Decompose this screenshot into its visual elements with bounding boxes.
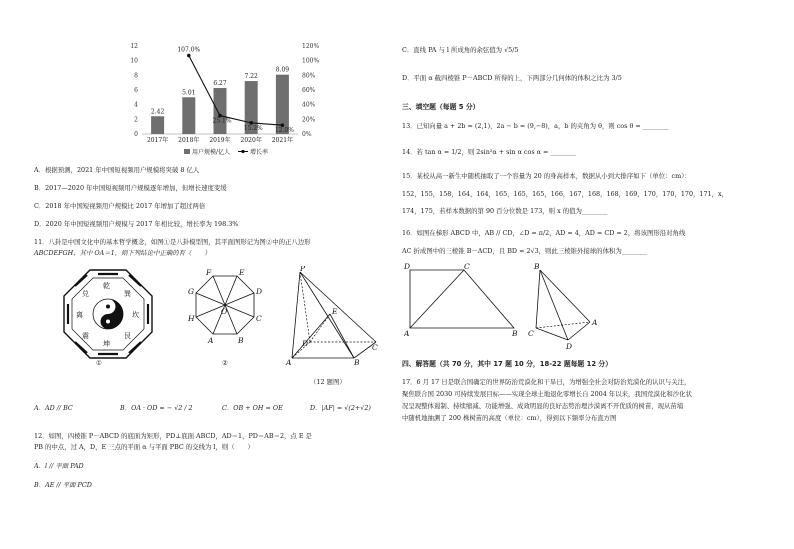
x-tick-label: 2021年 bbox=[271, 137, 294, 144]
bar bbox=[182, 97, 195, 134]
q11-stem-line1: 11．八卦是中国文化中的基本哲学概念，如图①是八卦模型图，其平面图形记为图②中的正八边形 bbox=[34, 238, 311, 246]
trap-label-c: C bbox=[464, 262, 470, 271]
q13-text: 13．已知向量 a + 2b = (2,1)，2a − b = (9,−8)，a，b 的夹角为 θ，则 cos θ = ________ bbox=[402, 122, 669, 130]
tet-label-b: B bbox=[534, 262, 540, 271]
oct-label-f: F bbox=[206, 268, 212, 277]
user-scale-chart bbox=[120, 38, 340, 168]
oct-label-e: E bbox=[239, 268, 245, 277]
pyr-label-c: C bbox=[372, 343, 378, 352]
bar-value-label: 8.09 bbox=[275, 66, 290, 74]
q10-option-b: B．2017—2020 年中国短视频用户规模逐年增加，但增长速度变缓 bbox=[34, 184, 227, 192]
y-right-tick: 80% bbox=[302, 72, 316, 80]
q14-text: 14．若 tan α = 1/2，则 2sin²α + sin α cos α = ________ bbox=[402, 148, 576, 156]
growth-rate-label: 12.0% bbox=[274, 127, 294, 135]
growth-rate-point bbox=[187, 54, 191, 58]
tet-label-a: A bbox=[592, 318, 598, 327]
q12-option-b: B．AE // 平面 PCD bbox=[34, 481, 92, 489]
tet-label-c: C bbox=[528, 329, 534, 338]
pyr-label-e: E bbox=[332, 307, 338, 316]
svg-text:坤: 坤 bbox=[103, 340, 110, 348]
y-right-tick: 40% bbox=[302, 101, 316, 109]
q10-option-d: D．2020 年中国短视频用户规模与 2017 年相比较，增长率为 198.3% bbox=[34, 220, 239, 228]
svg-text:震: 震 bbox=[82, 332, 89, 340]
svg-text:兑: 兑 bbox=[82, 290, 89, 298]
q17-line3: 况呈现整体遏制、持续缩减、功能增强、成效明显的良好态势治理沙漠离不开优质的树苗，现从苗埔 bbox=[402, 402, 684, 410]
bar-value-label: 7.22 bbox=[244, 73, 258, 81]
y-left-tick: 4 bbox=[134, 101, 138, 109]
x-tick-label: 2017年 bbox=[146, 137, 169, 144]
pyr-label-a: A bbox=[286, 358, 292, 366]
svg-text:乾: 乾 bbox=[103, 282, 110, 290]
pyr-label-d: D bbox=[302, 339, 309, 348]
octagon-figure bbox=[176, 268, 276, 360]
q12-stem-line1: 12．如图，四棱锥 P－ABCD 的底面为矩形，PD⊥底面 ABCD，AD＝1，PD＝AB＝2，点 E 是 bbox=[34, 432, 312, 440]
svg-text:巽: 巽 bbox=[124, 290, 131, 298]
figure-2-label: ② bbox=[222, 359, 228, 367]
bagua-figure bbox=[60, 268, 156, 360]
q12-option-c: C．直线 PA 与 l 所成角的余弦值为 √5/5 bbox=[402, 46, 519, 54]
q16-line2: AC 折成图中的三棱锥 B－ACD，且 BD = 2√3，则此三棱锥外接球的体积为________ bbox=[402, 247, 648, 255]
oct-label-h: H bbox=[188, 314, 195, 323]
bar-value-label: 5.01 bbox=[182, 89, 196, 97]
pyramid-figure bbox=[284, 266, 380, 366]
legend-line-label: 增长率 bbox=[250, 149, 269, 156]
y-left-tick: 2 bbox=[134, 116, 138, 124]
q12-stem-line2: PB 的中点，过 A，D，E 三点的平面 α 与平面 PBC 的交线为 l，则（ ） bbox=[34, 443, 254, 451]
pyr-label-p: P bbox=[300, 266, 306, 273]
legend-bar-swatch bbox=[184, 149, 190, 154]
svg-text:坎: 坎 bbox=[132, 311, 139, 319]
q17-line2: 聚焦联合国 2030 可持续发展目标——实现全球土地退化零增长自 2004 年以来，我国荒漠化和沙化状 bbox=[402, 390, 692, 398]
oct-label-d: D bbox=[256, 287, 263, 296]
y-right-tick: 0% bbox=[302, 131, 312, 138]
q12-option-d: D．平面 α 截四棱锥 P－ABCD 所得的上，下两部分几何体的体积之比为 3/5 bbox=[402, 74, 622, 82]
pyr-label-b: B bbox=[354, 358, 360, 366]
q11-option-b: B．OA · OD = − √2 / 2 bbox=[120, 404, 193, 412]
growth-rate-label: 107.0% bbox=[177, 46, 201, 54]
q11-stem-line2: ABCDEFGH，其中 OA＝1，则下列结论中正确的有（ ） bbox=[34, 249, 211, 257]
svg-text:艮: 艮 bbox=[124, 332, 131, 340]
q10-option-a: A．根据预测，2021 年中国短视频用户规模将突破 8 亿人 bbox=[34, 166, 200, 174]
bar-value-label: 6.27 bbox=[213, 80, 227, 88]
q17-line4: 中随机地抽测了 200 株树苗的高度（单位：cm），得到以下频率分布直方图 bbox=[402, 414, 617, 422]
tetrahedron-figure bbox=[528, 262, 604, 350]
q10-option-c: C．2018 年中国短视频用户规模比 2017 年增加了超过两倍 bbox=[34, 202, 206, 210]
growth-rate-label: 15.2% bbox=[243, 124, 263, 132]
svg-text:离: 离 bbox=[76, 311, 83, 319]
q11-option-c: C．OB + OH = OE bbox=[222, 404, 283, 412]
y-right-tick: 60% bbox=[302, 87, 316, 94]
q11-option-a: A．AD // BC bbox=[34, 404, 73, 412]
y-left-tick: 8 bbox=[134, 72, 138, 80]
y-left-tick: 6 bbox=[134, 87, 138, 94]
oct-label-g: G bbox=[188, 287, 194, 296]
bar-value-label: 2.42 bbox=[150, 108, 165, 116]
q16-line1: 16．如图在梯形 ABCD 中，AB // CD，∠D = π/2，AD = 4，AD = CD = 2，将该图形沿对角线 bbox=[402, 229, 686, 237]
q15-line2: 152，155，158，164，164，165，165，165，166，167，168，168，169，170，170，170，171，x， bbox=[402, 190, 728, 198]
trap-label-d: D bbox=[404, 262, 411, 271]
growth-rate-label: 25.1% bbox=[212, 117, 232, 125]
oct-label-b: B bbox=[238, 336, 244, 345]
section-3-heading: 三、填空题（每题 5 分） bbox=[402, 103, 480, 111]
q12-option-a: A．l // 平面 PAD bbox=[34, 462, 84, 470]
x-tick-label: 2018年 bbox=[178, 137, 200, 144]
growth-rate-line bbox=[189, 56, 283, 126]
oct-label-o: O bbox=[221, 307, 228, 316]
y-left-tick: 0 bbox=[134, 131, 138, 138]
oct-label-c: C bbox=[256, 314, 262, 323]
tet-label-d: D bbox=[566, 342, 573, 350]
legend-line-marker bbox=[241, 150, 244, 153]
figure-1-label: ① bbox=[96, 359, 102, 367]
trap-label-a: A bbox=[404, 329, 410, 338]
x-tick-label: 2019年 bbox=[209, 137, 231, 144]
bar bbox=[151, 116, 164, 134]
bar bbox=[214, 88, 227, 134]
y-right-tick: 120% bbox=[302, 43, 320, 50]
y-right-tick: 20% bbox=[302, 116, 316, 124]
trap-label-b: B bbox=[512, 329, 518, 338]
figure-12-label: （12 题图） bbox=[310, 378, 346, 386]
y-right-tick: 100% bbox=[302, 57, 320, 65]
q15-line3: 174，175，若样本数据的第 90 百分位数是 173，则 x 的值为________ bbox=[402, 207, 608, 215]
q15-line1: 15．某校从高一新生中随机抽取了一个容量为 20 的身高样本，数据从小到大排序如下（单位：cm）： bbox=[402, 172, 691, 180]
oct-label-a: A bbox=[208, 336, 214, 345]
trapezoid-figure bbox=[404, 262, 524, 338]
x-tick-label: 2020年 bbox=[240, 137, 262, 144]
q17-line1: 17．6 月 17 日是联合国确定的世界防治荒漠化和干旱日，为增强全社会对防治荒漠化的认识与关注， bbox=[402, 378, 691, 386]
q11-option-d: D．|AF| = √(2+√2) bbox=[310, 404, 371, 412]
y-left-tick: 12 bbox=[130, 43, 138, 50]
y-left-tick: 10 bbox=[130, 57, 138, 65]
section-4-heading: 四、解答题（共 70 分，其中 17 题 10 分，18-22 题每题 12 分） bbox=[402, 360, 613, 368]
legend-bar-label: 用户规模/亿人 bbox=[192, 149, 231, 156]
